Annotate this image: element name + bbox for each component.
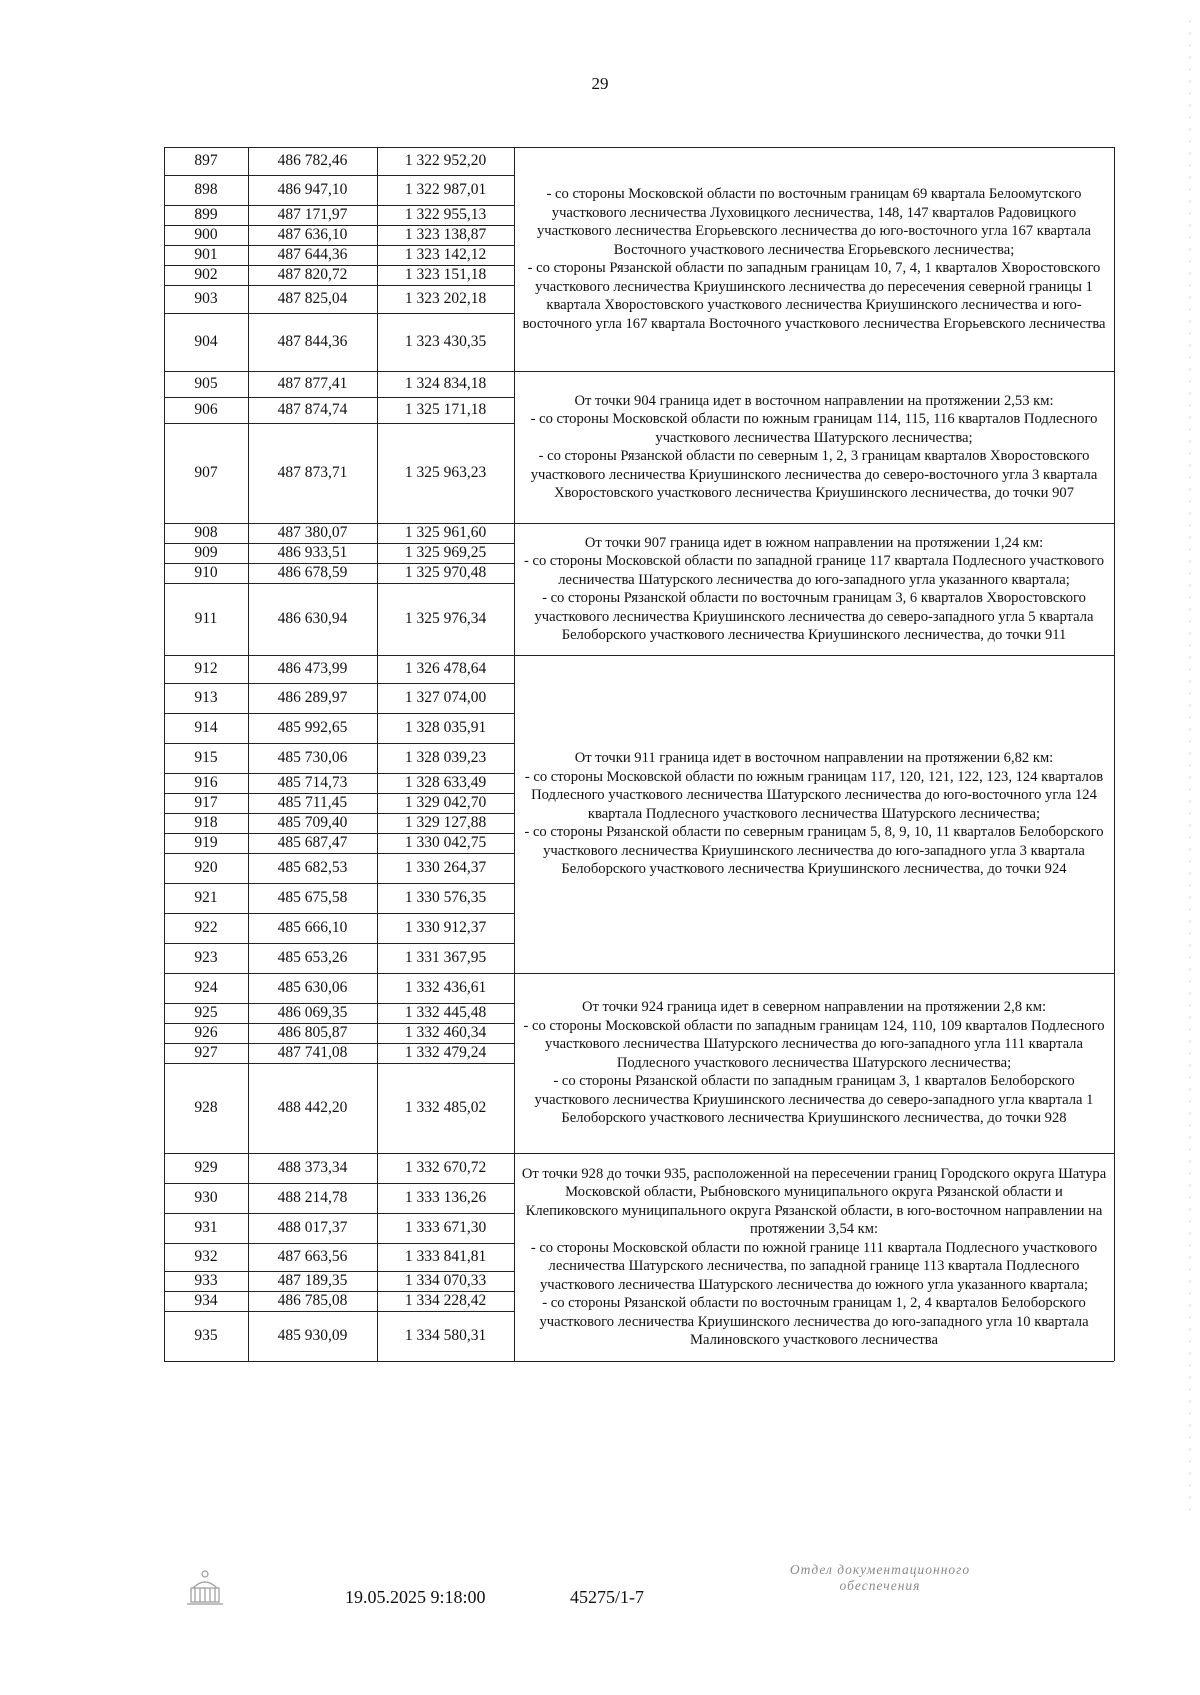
coordinate-y: 1 328 039,23: [404, 749, 487, 766]
coordinate-y: 1 322 987,01: [404, 181, 487, 198]
point-number: 919: [194, 834, 218, 851]
coordinate-x: 485 992,65: [277, 719, 348, 736]
boundary-description-text: От точки 907 граница идет в южном направлении на протяжении 1,24 км: - со стороны Московской области по западной границе 117 квартала Подлесного участкового лесничества Шатурского лесничества до юго-западного угла указанного квартала; - со стороны Рязанской области по восточным границам 3, 6 кварталов Хворостовского участкового лесничества Криушинского лесничества до северо-западного угла 5 квартала Белоборского участкового лесничества Криушинского лесничества, до точки 911: [523, 534, 1105, 643]
coordinate-x: 487 636,10: [277, 226, 348, 243]
coordinate-y: 1 325 976,34: [404, 610, 487, 627]
coordinate-y: 1 325 963,23: [404, 464, 487, 481]
table-hline: [164, 1361, 514, 1362]
coordinate-y: 1 331 367,95: [404, 949, 487, 966]
coordinate-y: 1 332 436,61: [404, 979, 487, 996]
point-number: 914: [194, 719, 218, 736]
coordinate-y: 1 333 841,81: [404, 1248, 487, 1265]
description-hline: [514, 1361, 1114, 1362]
boundary-description: [520, 523, 1108, 655]
emblem-icon: [183, 1566, 227, 1610]
coordinate-y: 1 329 042,70: [404, 794, 487, 811]
coordinate-x: 486 069,35: [277, 1004, 348, 1021]
point-number: 922: [194, 919, 218, 936]
coordinate-y: 1 323 151,18: [404, 266, 487, 283]
coordinate-y: 1 324 834,18: [404, 375, 487, 392]
coordinate-y: 1 322 952,20: [404, 152, 487, 169]
coordinate-x: 485 714,73: [277, 774, 348, 791]
boundary-description: [520, 1153, 1108, 1361]
stamp-line-1: Отдел документационного: [789, 1562, 971, 1577]
point-number: 897: [194, 152, 218, 169]
point-number: 906: [194, 401, 218, 418]
coordinate-x: 487 644,36: [277, 246, 348, 263]
boundary-description-text: От точки 911 граница идет в восточном направлении на протяжении 6,82 км: - со стороны Московской области по южным границам 117, 120, 121, 122, 123, 124 кварталов Подлесного участкового лесничества Шатурского лесничества до юго-восточного угла 124 квартала Подлесного участкового лесничества Шатурского лесничества; - со стороны Рязанской области по северным границам 5, 8, 9, 10, 11 кварталов Белоборского участкового лесничества Криушинского лесничества до юго-западного угла 3 квартала Белоборского участкового лесничества Криушинского лесничества, до точки 924: [524, 750, 1104, 878]
coordinate-y: 1 330 264,37: [404, 859, 487, 876]
boundary-description: [520, 371, 1108, 523]
boundary-description-text: От точки 924 граница идет в северном направлении на протяжении 2,8 км: - со стороны Московской области по западным границам 124, 110, 109 кварталов Подлесного участкового лесничества Шатурского лесничества до юго-западного угла 111 квартала Подлесного участкового лесничества Шатурского лесничества; - со стороны Рязанской области по западным границам 3, 1 кварталов Белоборского участкового лесничества Криушинского лесничества до северо-западного угла квартала 1 Белоборского участкового лесничества Криушинского лесничества, до точки 928: [523, 999, 1105, 1127]
coordinate-y: 1 333 671,30: [404, 1219, 487, 1236]
coordinate-y: 1 325 961,60: [404, 524, 487, 541]
point-number: 899: [194, 206, 218, 223]
coordinate-y: 1 325 970,48: [404, 564, 487, 581]
coordinate-y: 1 332 479,24: [404, 1044, 487, 1061]
coordinate-y: 1 323 430,35: [404, 333, 487, 350]
boundary-description: [520, 973, 1108, 1153]
point-number: 930: [194, 1189, 218, 1206]
coordinate-y: 1 334 580,31: [404, 1327, 487, 1344]
coordinate-x: 486 289,97: [277, 689, 348, 706]
coordinate-x: 487 741,08: [277, 1044, 348, 1061]
coordinate-x: 487 844,36: [277, 333, 348, 350]
coordinate-x: 488 442,20: [277, 1099, 348, 1116]
coordinate-x: 486 473,99: [277, 660, 348, 677]
coordinate-x: 487 380,07: [277, 524, 348, 541]
page-number: 29: [591, 74, 609, 93]
coordinate-x: 486 805,87: [277, 1024, 348, 1041]
coordinate-x: 486 947,10: [277, 181, 348, 198]
coordinate-x: 486 678,59: [277, 564, 348, 581]
point-number: 902: [194, 266, 218, 283]
coordinate-y: 1 334 070,33: [404, 1272, 487, 1289]
table-vline: [1114, 147, 1115, 1361]
coordinate-x: 485 675,58: [277, 889, 348, 906]
coordinate-x: 485 730,06: [277, 749, 348, 766]
coordinate-y: 1 322 955,13: [404, 206, 487, 223]
footer-doc-number: 45275/1-7: [570, 1587, 644, 1607]
coordinate-y: 1 325 171,18: [404, 401, 487, 418]
boundary-description-text: - со стороны Московской области по восточным границам 69 квартала Белоомутского участкового лесничества Луховицкого лесничества, 148, 147 кварталов Радовицкого участкового лесничества Егорьевского лесничества до юго-восточного угла 167 квартала Восточного участкового лесничества Егорьевского лесничества; - со стороны Рязанской области по западным границам 10, 7, 4, 1 кварталов Хворостовского участкового лесничества Криушинского лесничества до пересечения северной границы 1 квартала Хворостовского участкового лесничества Криушинского лесничества и юго-восточного угла 167 квартала Восточного участкового лесничества Егорьевского лесничества: [522, 186, 1106, 332]
coordinate-x: 485 653,26: [277, 949, 348, 966]
point-number: 929: [194, 1159, 218, 1176]
coordinate-y: 1 328 035,91: [404, 719, 487, 736]
point-number: 910: [194, 564, 218, 581]
coordinate-x: 485 630,06: [277, 979, 348, 996]
point-number: 928: [194, 1099, 218, 1116]
coordinate-y: 1 323 142,12: [404, 246, 487, 263]
coordinate-y: 1 334 228,42: [404, 1292, 487, 1309]
coordinate-x: 488 017,37: [277, 1219, 348, 1236]
point-number: 898: [194, 181, 218, 198]
point-number: 918: [194, 814, 218, 831]
point-number: 909: [194, 544, 218, 561]
coordinate-x: 485 666,10: [277, 919, 348, 936]
coordinate-x: 485 709,40: [277, 814, 348, 831]
coordinate-x: 486 785,08: [277, 1292, 348, 1309]
coordinate-y: 1 333 136,26: [404, 1189, 487, 1206]
coordinate-x: 487 171,97: [277, 206, 348, 223]
point-number: 926: [194, 1024, 218, 1041]
point-number: 925: [194, 1004, 218, 1021]
point-number: 927: [194, 1044, 218, 1061]
point-number: 904: [194, 333, 218, 350]
point-number: 900: [194, 226, 218, 243]
point-number: 907: [194, 464, 218, 481]
footer-datetime: 19.05.2025 9:18:00: [345, 1587, 486, 1607]
coordinate-x: 487 874,74: [277, 401, 348, 418]
point-number: 933: [194, 1272, 218, 1289]
coordinate-y: 1 323 138,87: [404, 226, 487, 243]
coordinate-x: 488 214,78: [277, 1189, 348, 1206]
coordinate-y: 1 332 460,34: [404, 1024, 487, 1041]
coordinate-x: 485 682,53: [277, 859, 348, 876]
point-number: 921: [194, 889, 218, 906]
coordinate-y: 1 326 478,64: [404, 660, 487, 677]
point-number: 912: [194, 660, 218, 677]
boundary-description-text: От точки 904 граница идет в восточном направлении на протяжении 2,53 км: - со стороны Московской области по южным границам 114, 115, 116 кварталов Подлесного участкового лесничества Шатурского лесничества; - со стороны Рязанской области по северным 1, 2, 3 границам кварталов Хворостовского участкового лесничества Криушинского лесничества до северо-восточного угла 3 квартала Хворостовского участкового лесничества Криушинского лесничества, до точки 907: [530, 392, 1098, 501]
table-vline: [514, 147, 515, 1361]
point-number: 911: [194, 610, 218, 627]
department-stamp: [730, 1562, 1030, 1594]
coordinate-y: 1 332 485,02: [404, 1099, 487, 1116]
coordinate-x: 486 782,46: [277, 152, 348, 169]
coordinate-y: 1 325 969,25: [404, 544, 487, 561]
point-number: 923: [194, 949, 218, 966]
coordinate-y: 1 330 042,75: [404, 834, 487, 851]
point-number: 932: [194, 1248, 218, 1265]
coordinate-x: 487 825,04: [277, 290, 348, 307]
coordinate-x: 487 820,72: [277, 266, 348, 283]
coordinate-x: 487 189,35: [277, 1272, 348, 1289]
coordinate-x: 487 877,41: [277, 375, 348, 392]
coordinate-y: 1 330 576,35: [404, 889, 487, 906]
boundary-description-text: От точки 928 до точки 935, расположенной на пересечении границ Городского округа Шатура Московской области, Рыбновского муниципального округа Рязанской области и Клепиковского муниципального округа Рязанской области, в юго-восточном направлении на протяжении 3,54 км: - со стороны Московской области по южной границе 111 квартала Подлесного участкового лесничества Шатурского лесничества, по западной границе 113 квартала Подлесного участкового лесничества Шатурского лесничества до южного угла указанного квартала; - со стороны Рязанской области по восточным границам 1, 2, 4 кварталов Белоборского участкового лесничества Криушинского лесничества до юго-западного угла 10 квартала Малиновского участкового лесничества: [521, 1165, 1107, 1348]
coordinate-x: 487 873,71: [277, 464, 348, 481]
point-number: 931: [194, 1219, 218, 1236]
coordinate-y: 1 332 670,72: [404, 1159, 487, 1176]
coordinate-y: 1 328 633,49: [404, 774, 487, 791]
point-number: 917: [194, 794, 218, 811]
coordinate-y: 1 330 912,37: [404, 919, 487, 936]
coordinate-x: 486 630,94: [277, 610, 348, 627]
point-number: 924: [194, 979, 218, 996]
stamp-line-2: обеспечения: [839, 1578, 921, 1593]
point-number: 915: [194, 749, 218, 766]
coordinate-y: 1 329 127,88: [404, 814, 487, 831]
point-number: 916: [194, 774, 218, 791]
scan-edge-marks: [1186, 20, 1194, 1520]
point-number: 908: [194, 524, 218, 541]
coordinate-x: 488 373,34: [277, 1159, 348, 1176]
point-number: 934: [194, 1292, 218, 1309]
coordinate-x: 487 663,56: [277, 1248, 348, 1265]
coordinate-y: 1 327 074,00: [404, 689, 487, 706]
coordinate-y: 1 332 445,48: [404, 1004, 487, 1021]
point-number: 913: [194, 689, 218, 706]
boundary-description: [520, 147, 1108, 371]
point-number: 905: [194, 375, 218, 392]
point-number: 935: [194, 1327, 218, 1344]
coordinate-x: 485 711,45: [277, 794, 348, 811]
coordinate-x: 485 930,09: [277, 1327, 348, 1344]
point-number: 903: [194, 290, 218, 307]
boundary-description: [520, 655, 1108, 973]
point-number: 920: [194, 859, 218, 876]
coordinate-x: 485 687,47: [277, 834, 348, 851]
point-number: 901: [194, 246, 218, 263]
coordinate-y: 1 323 202,18: [404, 290, 487, 307]
coordinate-x: 486 933,51: [277, 544, 348, 561]
